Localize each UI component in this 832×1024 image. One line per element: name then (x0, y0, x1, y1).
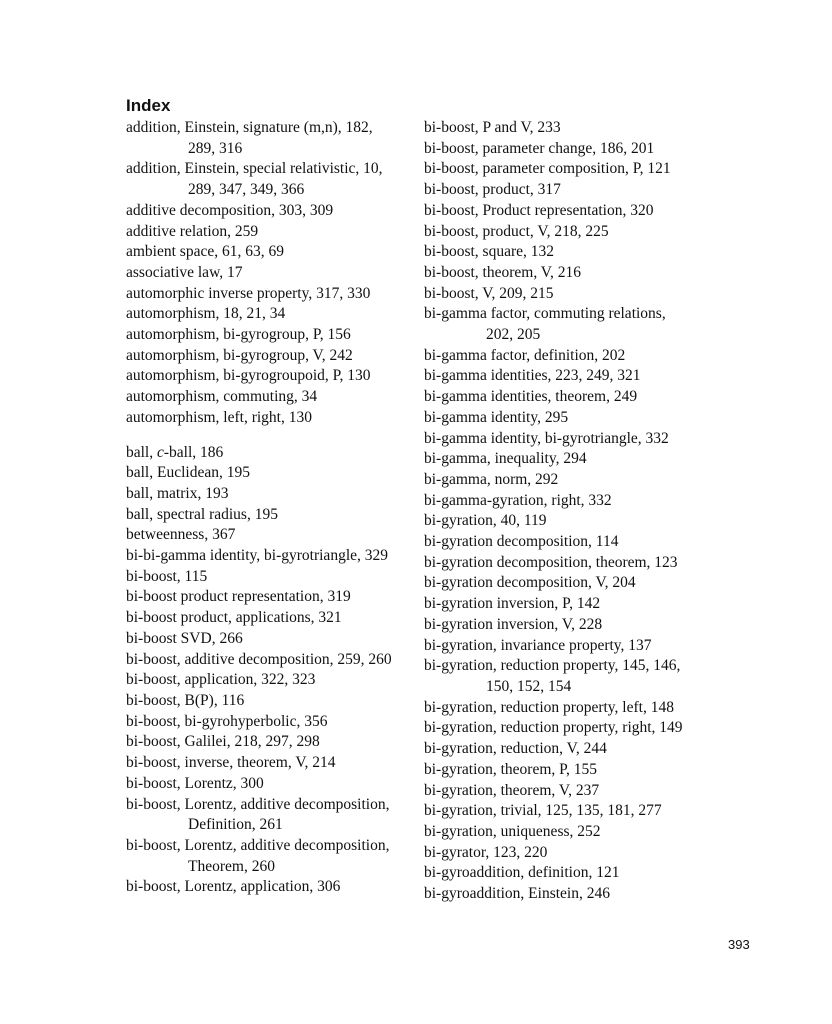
index-entry: bi-boost, 115 (126, 567, 208, 585)
index-entry: bi-boost product, applications, 321 (126, 609, 342, 627)
index-entry: additive decomposition, 303, 309 (126, 201, 334, 219)
index-entry: additive relation, 259 (126, 222, 259, 240)
index-entry: bi-gamma identities, theorem, 249 (424, 388, 638, 406)
index-entry: bi-boost, product, 317 (424, 181, 561, 199)
index-entry: bi-gyration, reduction property, right, 149 (424, 719, 683, 737)
index-title: Index (126, 96, 171, 115)
index-entry: ball, Euclidean, 195 (126, 464, 250, 482)
index-entry: bi-boost, Galilei, 218, 297, 298 (126, 733, 320, 751)
index-column-right (424, 118, 724, 905)
index-entry: automorphism, bi-gyrogroupoid, P, 130 (126, 367, 371, 385)
index-entry: ball, matrix, 193 (126, 484, 229, 502)
index-entry: bi-boost, Product representation, 320 (424, 201, 654, 219)
index-entry: bi-boost, application, 322, 323 (126, 671, 316, 689)
index-entry: automorphism, 18, 21, 34 (126, 305, 286, 323)
index-entry: bi-gamma, inequality, 294 (424, 450, 587, 468)
index-entry: bi-boost, Lorentz, additive decomposition, (126, 795, 390, 813)
index-entry: automorphism, commuting, 34 (126, 388, 318, 406)
index-entry-continuation: 150, 152, 154 (486, 677, 572, 695)
index-entry: associative law, 17 (126, 263, 243, 281)
index-entry: automorphism, left, right, 130 (126, 408, 312, 426)
index-entry: betweenness, 367 (126, 526, 236, 544)
index-entry: bi-gyroaddition, Einstein, 246 (424, 885, 610, 903)
index-entry: bi-bi-gamma identity, bi-gyrotriangle, 329 (126, 547, 389, 565)
index-entry: ball, c-ball, 186 (126, 443, 224, 461)
index-entry-continuation: Theorem, 260 (188, 857, 275, 875)
index-entry: ambient space, 61, 63, 69 (126, 243, 284, 261)
index-entry: bi-boost, V, 209, 215 (424, 284, 554, 302)
index-entry: bi-boost, square, 132 (424, 243, 555, 261)
index-entry: bi-gamma identity, 295 (424, 408, 569, 426)
index-entry: bi-boost, bi-gyrohyperbolic, 356 (126, 712, 328, 730)
index-entry: bi-gyration decomposition, theorem, 123 (424, 553, 678, 571)
index-entry: bi-gamma-gyration, right, 332 (424, 491, 612, 509)
index-entry: bi-boost, additive decomposition, 259, 260 (126, 650, 392, 668)
index-entry: bi-boost, theorem, V, 216 (424, 263, 582, 281)
index-entry: bi-boost, parameter change, 186, 201 (424, 139, 655, 157)
index-entry: bi-gyration, reduction, V, 244 (424, 740, 607, 758)
index-entry: bi-gyration, theorem, V, 237 (424, 781, 600, 799)
index-entry: bi-gamma identity, bi-gyrotriangle, 332 (424, 429, 669, 447)
index-entry: bi-gyroaddition, definition, 121 (424, 864, 620, 882)
index-entry: automorphic inverse property, 317, 330 (126, 284, 371, 302)
index-entry-continuation: 289, 316 (188, 139, 243, 157)
page-number: 393 (728, 937, 750, 952)
index-entry: bi-boost, Lorentz, application, 306 (126, 878, 341, 896)
index-entry-continuation: 202, 205 (486, 326, 541, 344)
index-entry: bi-gyration inversion, P, 142 (424, 595, 601, 613)
index-entry: bi-gyrator, 123, 220 (424, 843, 548, 861)
index-entry: bi-boost SVD, 266 (126, 629, 243, 647)
index-entry: bi-boost, product, V, 218, 225 (424, 222, 609, 240)
index-entry: bi-gyration, uniqueness, 252 (424, 822, 601, 840)
index-entry: bi-gamma identities, 223, 249, 321 (424, 367, 641, 385)
index-entry: bi-gamma, norm, 292 (424, 470, 559, 488)
index-entry: bi-gyration, reduction property, left, 148 (424, 698, 674, 716)
index-entry: bi-gyration inversion, V, 228 (424, 615, 603, 633)
index-entry: bi-boost, Lorentz, additive decomposition, (126, 836, 390, 854)
index-entry: bi-boost, B(P), 116 (126, 691, 245, 709)
index-entry-continuation: Definition, 261 (188, 816, 283, 834)
index-entry: bi-boost, Lorentz, 300 (126, 774, 264, 792)
index-entry: bi-gyration decomposition, V, 204 (424, 574, 636, 592)
index-entry: bi-gyration, theorem, P, 155 (424, 760, 598, 778)
index-entry: ball, spectral radius, 195 (126, 505, 278, 523)
index-entry: bi-boost product representation, 319 (126, 588, 351, 606)
index-entry: automorphism, bi-gyrogroup, V, 242 (126, 346, 353, 364)
index-entry: bi-gyration decomposition, 114 (424, 533, 619, 551)
index-entry-continuation: 289, 347, 349, 366 (188, 181, 305, 199)
index-entry: bi-boost, inverse, theorem, V, 214 (126, 754, 336, 772)
index-entry: bi-gyration, trivial, 125, 135, 181, 277 (424, 802, 662, 820)
index-entry: bi-gamma factor, commuting relations, (424, 305, 666, 323)
index-entry: bi-gyration, invariance property, 137 (424, 636, 652, 654)
index-entry: bi-gyration, 40, 119 (424, 512, 547, 530)
index-entry: bi-gamma factor, definition, 202 (424, 346, 626, 364)
index-entry: bi-boost, P and V, 233 (424, 119, 561, 136)
index-entry: automorphism, bi-gyrogroup, P, 156 (126, 326, 351, 344)
index-entry: bi-gyration, reduction property, 145, 146, (424, 657, 681, 675)
index-entry: addition, Einstein, special relativistic, 10, (126, 160, 383, 178)
index-entry: bi-boost, parameter composition, P, 121 (424, 160, 671, 178)
index-entry: addition, Einstein, signature (m,n), 182, (126, 119, 373, 136)
index-column-left (126, 118, 412, 898)
